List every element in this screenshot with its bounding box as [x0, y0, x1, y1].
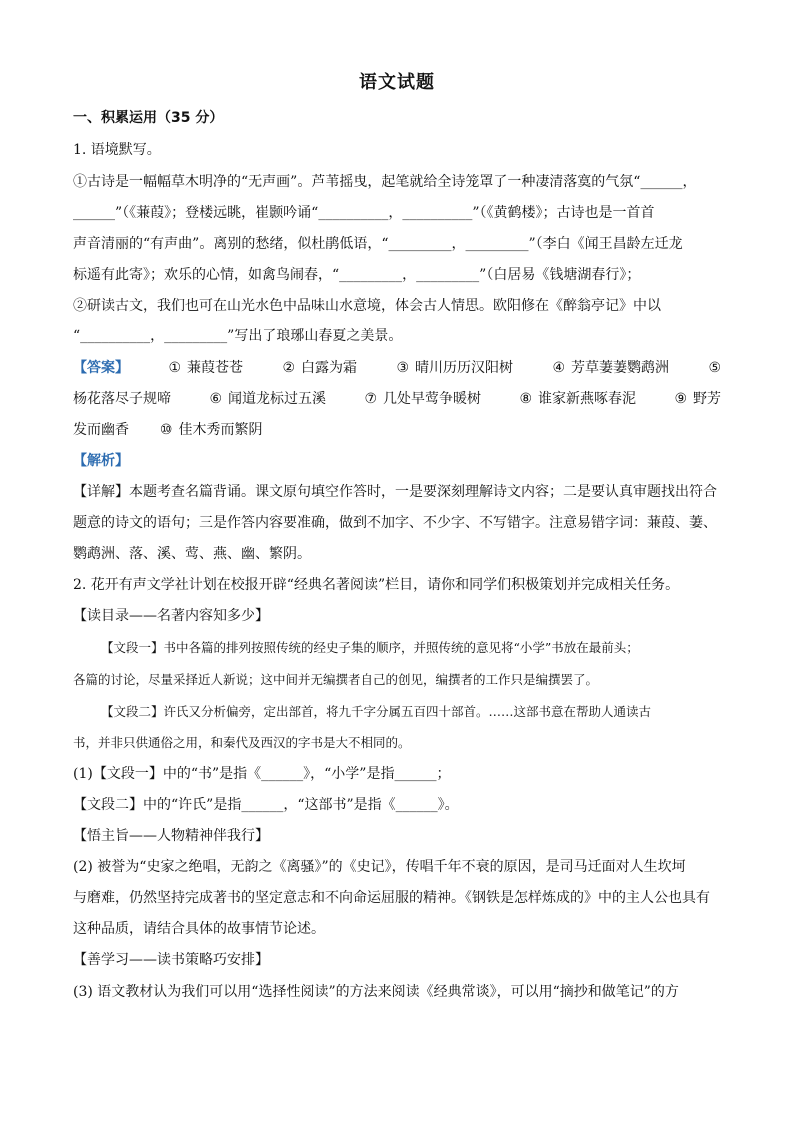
question-1-text: ②研读古文，我们也可在山光水色中品味山水意境，体会古人情思。欧阳修在《醉翁亭记》中以 [73, 298, 661, 314]
answer-number: ⑨ [674, 391, 687, 407]
passage-1: 各篇的讨论，尽量采择近人新说；这中间并无编撰者自己的创见，编撰者的工作只是编撰罢了。 [73, 672, 599, 687]
page-title: 语文试题 [359, 72, 435, 93]
answer-text: 谁家新燕啄春泥 [538, 391, 636, 407]
passage-1: 【文段一】书中各篇的排列按照传统的经史子集的顺序，并照传统的意见将“小学”书放在最前头； [101, 640, 639, 655]
answer-row-3 [73, 420, 732, 440]
question-2-2-text: (2) 被誉为“史家之绝唱，无韵之《离骚》”的《史记》，传唱千年不衰的原因，是司马迁面对人生坎坷 [73, 859, 686, 875]
detail-text: 鹦鹉洲、落、溪、莺、燕、幽、繁阴。 [73, 546, 311, 562]
answer-number: ⑤ [708, 360, 721, 376]
answer-text: 白露为霜 [301, 360, 357, 376]
question-1-text: ______”（《蒹葭》；登楼远眺，崔颢吟诵“__________，__________”（《黄鹤楼》；古诗也是一首首 [73, 205, 655, 221]
answer-text: 佳木秀而繁阴 [178, 422, 263, 438]
answer-number: ④ [552, 360, 565, 376]
answer-number: ⑩ [159, 422, 173, 438]
analysis-label: 【解析】 [73, 453, 129, 469]
question-1-text: ①古诗是一幅幅草木明净的“无声画”。芦苇摇曳，起笔就给全诗笼罩了一种凄清落寞的气氛“______， [73, 174, 697, 190]
answer-text: 蒹葭苍苍 [187, 360, 243, 376]
answer-text: 几处早莺争暖树 [383, 391, 481, 407]
subheading-learning: 【善学习——读书策略巧安排】 [73, 952, 269, 968]
passage-2: 【文段二】许氏又分析偏旁，定出部首，将九千字分属五百四十部首。……这部书意在帮助人通读古 [101, 704, 652, 719]
detail-text: 题意的诗文的语句；三是作答内容要准确，做到不加字、不少字、不写错字。注意易错字词：蒹葭、萋、 [73, 515, 717, 531]
answer-label: 【答案】 [73, 360, 129, 376]
answer-text: 杨花落尽子规啼 [73, 391, 171, 407]
passage-2: 书，并非只供通俗之用，和秦代及西汉的字书是大不相同的。 [73, 735, 411, 750]
answer-row-2 [73, 389, 732, 409]
question-1-text: 声音清丽的“有声曲”。离别的愁绪，似杜鹃低语，“_________，_________”（李白《闻王昌龄左迁龙 [73, 236, 683, 252]
answer-number: ⑥ [209, 391, 222, 407]
subheading-theme: 【悟主旨——人物精神伴我行】 [73, 828, 269, 844]
fill-blank-2: 【文段二】中的“许氏”是指______，“这部书”是指《______》。 [73, 797, 459, 813]
answer-text: 野芳 [693, 391, 721, 407]
question-1-text: 标遥有此寄》；欢乐的心情，如禽鸟闹春，“_________，_________”（白居易《钱塘湖春行》； [73, 267, 641, 283]
answer-text: 晴川历历汉阳树 [415, 360, 513, 376]
answer-number: ② [282, 360, 295, 376]
question-1-text: “__________，_________”写出了琅琊山春夏之美景。 [73, 328, 403, 344]
question-2-head: 2. 花开有声文学社计划在校报开辟“经典名著阅读”栏目，请你和同学们积极策划并完成相关任务。 [73, 577, 680, 593]
answer-text: 芳草萋萋鹦鹉洲 [571, 360, 669, 376]
question-2-2-text: 这种品质，请结合具体的故事情节论述。 [73, 921, 325, 937]
question-2-2-text: 与磨难，仍然坚持完成著书的坚定意志和不向命运屈服的精神。《钢铁是怎样炼成的》中的主人公也具有 [73, 890, 710, 906]
answer-text: 发而幽香 [73, 422, 129, 438]
question-1-head: 1. 语境默写。 [73, 142, 161, 158]
answer-text: 闻道龙标过五溪 [228, 391, 326, 407]
answer-row-1 [73, 358, 732, 378]
answer-number: ⑧ [519, 391, 532, 407]
answer-number: ③ [396, 360, 409, 376]
subheading-read-catalog: 【读目录——名著内容知多少】 [73, 608, 269, 624]
answer-number: ⑦ [364, 391, 377, 407]
question-2-3-text: (3) 语文教材认为我们可以用“选择性阅读”的方法来阅读《经典常谈》，可以用“摘抄和做笔记”的方 [73, 984, 679, 1000]
section-heading: 一、积累运用（35 分） [73, 110, 224, 126]
detail-text: 【详解】本题考查名篇背诵。课文原句填空作答时，一是要深刻理解诗文内容；二是要认真审题找出符合 [73, 484, 717, 500]
fill-blank-1: (1)【文段一】中的“书”是指《______》，“小学”是指______； [73, 766, 451, 782]
answer-number: ① [168, 360, 181, 376]
